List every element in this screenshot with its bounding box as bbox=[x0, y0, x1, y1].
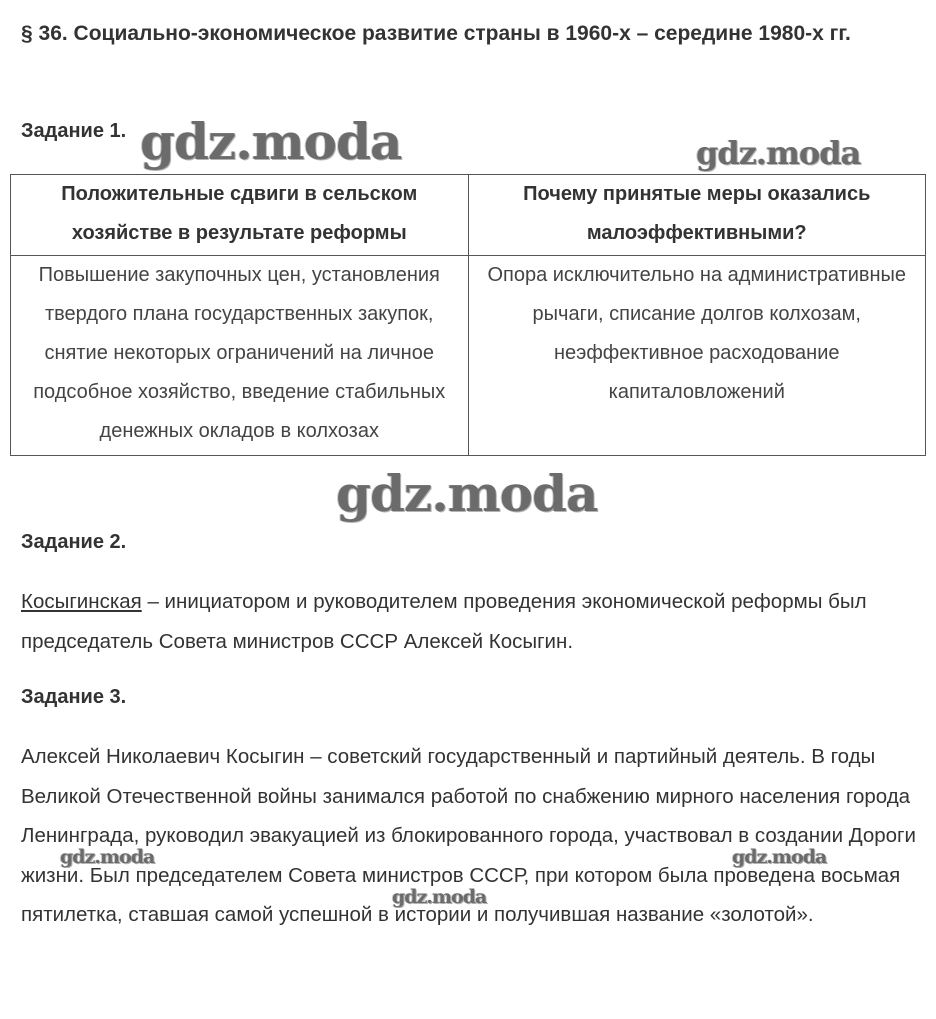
answer-term: Косыгинская bbox=[21, 590, 142, 613]
watermark-logo: gdz.moda bbox=[140, 112, 402, 171]
task2-answer bbox=[21, 582, 916, 661]
task1-heading: Задание 1. bbox=[21, 120, 127, 142]
table-row bbox=[11, 256, 926, 456]
watermark-logo: gdz.moda bbox=[696, 134, 861, 172]
table-header-row bbox=[11, 175, 926, 256]
page-title: § 36. Социально-экономическое развитие страны в 1960-х – середине 1980-х гг. bbox=[21, 22, 851, 45]
table-header-cell: Почему принятые меры оказались малоэффективными? bbox=[468, 175, 926, 256]
task2-heading: Задание 2. bbox=[21, 531, 127, 553]
task3-heading: Задание 3. bbox=[21, 686, 127, 708]
task1-table bbox=[10, 174, 926, 456]
task3-text: Алексей Николаевич Косыгин – советский государственный и партийный деятель. В годы Великой Отечественной войны занимался работой по снабжению мирного населения города Ленинграда, руководил эвакуацией из блокированного города, участвовал в создании Дороги жизни. Был председателем Совета министров СССР, при котором была проведена восьмая пятилетка, ставшая самой успешной в истории и получившая название «золотой». bbox=[21, 745, 916, 926]
watermark-logo: gdz.moda bbox=[732, 846, 827, 868]
table-cell: Опора исключительно на административные рычаги, списание долгов колхозам, неэффективное расходование капиталовложений bbox=[468, 256, 926, 456]
watermark-logo: gdz.moda bbox=[60, 846, 155, 868]
answer-text: – инициатором и руководителем проведения экономической реформы был председатель Совета министров СССР Алексей Косыгин. bbox=[21, 590, 867, 653]
table-header-cell: Положительные сдвиги в сельском хозяйстве в результате реформы bbox=[11, 175, 469, 256]
watermark-logo: gdz.moda bbox=[392, 886, 487, 908]
table-cell: Повышение закупочных цен, установления твердого плана государственных закупок, снятие некоторых ограничений на личное подсобное хозяйство, введение стабильных денежных окладов в колхозах bbox=[11, 256, 469, 456]
watermark-logo: gdz.moda bbox=[336, 464, 598, 523]
